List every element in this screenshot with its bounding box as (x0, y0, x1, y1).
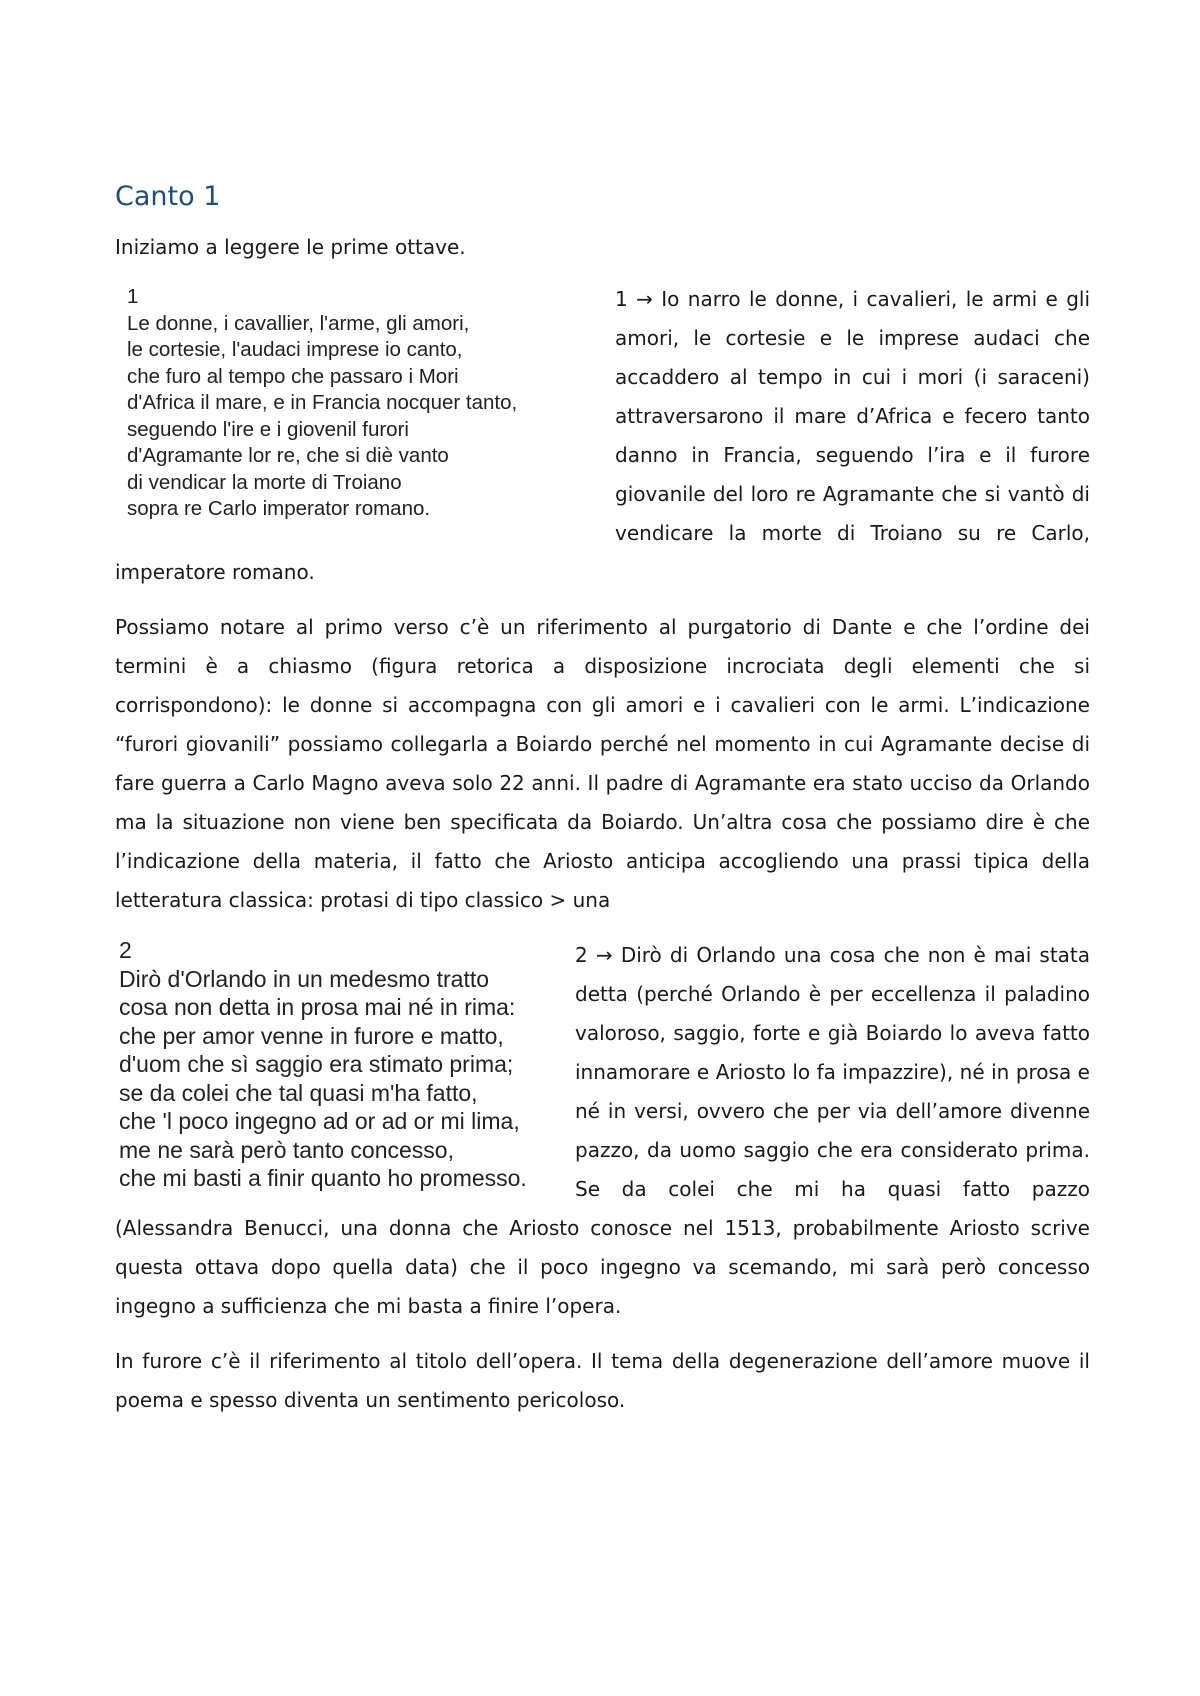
stanza-2-number: 2 (119, 937, 132, 963)
stanza-1-line: le cortesie, l'audaci imprese io canto, (127, 338, 463, 361)
arrow-right-icon: → (636, 287, 653, 311)
stanza-1-line: Le donne, i cavallier, l'arme, gli amori, (127, 311, 470, 335)
stanza-1-line: d'Africa il mare, e in Francia nocquer tanto, (127, 391, 518, 414)
stanza-2-line: me ne sarà però tanto concesso, (119, 1136, 454, 1163)
commentary-paragraph-1: Possiamo notare al primo verso c’è un riferimento al purgatorio di Dante e che l’ordine dei termini è a chiasmo (figura retorica a disposizione incrociata degli elementi che si corrispondono): le donne si accompagna con gli amori e i cavalieri con le armi. L’indicazione “furori giovanili” possiamo collegarla a Boiardo perché nel momento in cui Agramante decise di fare guerra a Carlo Magno aveva solo 22 anni. Il padre di Agramante era stato ucciso da Orlando ma la situazione non viene ben specificata da Boiardo. Un’altra cosa che possiamo dire è che l’indicazione della materia, il fatto che Ariosto anticipa accogliendo una prassi tipica della letteratura classica: protasi di tipo classico > una (115, 615, 1090, 912)
stanza-1-line: che furo al tempo che passaro i Mori (127, 364, 459, 388)
stanza-1-block (115, 280, 1090, 592)
arrow-right-icon: → (595, 943, 613, 967)
stanza-1-paraphrase-number: 1 (615, 287, 628, 311)
stanza-1-line: d'Agramante lor re, che si diè vanto (127, 444, 449, 467)
stanza-2-image (119, 936, 559, 1193)
stanza-1-paraphrase: Io narro le donne, i cavalieri, le armi e gli amori, le cortesie e le imprese audaci che accaddero al tempo in cui i mori (i saraceni) attraversarono il mare d’Africa e fecero tanto danno in Francia, seguendo l’ira e il furore giovanile del loro re Agramante che si vantò di vendicare la morte di Troiano su re Carlo, imperatore romano. (115, 287, 1091, 584)
stanza-2-line: d'uom che sì saggio era stimato prima; (119, 1051, 514, 1077)
stanza-1-number: 1 (127, 285, 139, 308)
stanza-2-line: cosa non detta in prosa mai né in rima: (119, 994, 516, 1020)
section-heading: Canto 1 (115, 181, 221, 212)
stanza-2-paraphrase-number: 2 (575, 943, 588, 967)
stanza-2-block (115, 936, 1090, 1326)
stanza-2-paraphrase: Dirò di Orlando una cosa che non è mai stata detta (perché Orlando è per eccellenza il paladino valoroso, saggio, forte e già Boiardo lo aveva fatto innamorare e Ariosto lo fa impazzire), né in prosa e né in versi, ovvero che per via dell’amore divenne pazzo, da uomo saggio che era considerato prima. Se da colei che mi ha quasi fatto pazzo (Alessandra Benucci, una donna che Ariosto conosce nel 1513, probabilmente Ariosto scrive questa ottava dopo quella data) che il poco ingegno va scemando, mi sarà però concesso ingegno a sufficienza che mi basta a finire l’opera. (115, 943, 1091, 1318)
stanza-1-line: di vendicar la morte di Troiano (127, 470, 402, 494)
commentary-paragraph-2: In furore c’è il riferimento al titolo dell’opera. Il tema della degenerazione dell’amore muove il poema e spesso diventa un sentimento pericoloso. (115, 1349, 1090, 1412)
stanza-2-line: che mi basti a finir quanto ho promesso. (119, 1165, 527, 1191)
stanza-1-line: sopra re Carlo imperator romano. (127, 497, 431, 520)
stanza-2-line: se da colei che tal quasi m'ha fatto, (119, 1079, 478, 1106)
stanza-2-line: Dirò d'Orlando in un medesmo tratto (119, 965, 490, 992)
stanza-1-image (127, 284, 589, 523)
stanza-2-line: che per amor venne in furore e matto, (119, 1022, 504, 1049)
document-page (115, 178, 1090, 1436)
intro-text: Iniziamo a leggere le prime ottave. (115, 235, 466, 259)
stanza-2-line: che 'l poco ingegno ad or ad or mi lima, (119, 1108, 520, 1134)
stanza-1-line: seguendo l'ire e i giovenil furori (127, 417, 409, 441)
